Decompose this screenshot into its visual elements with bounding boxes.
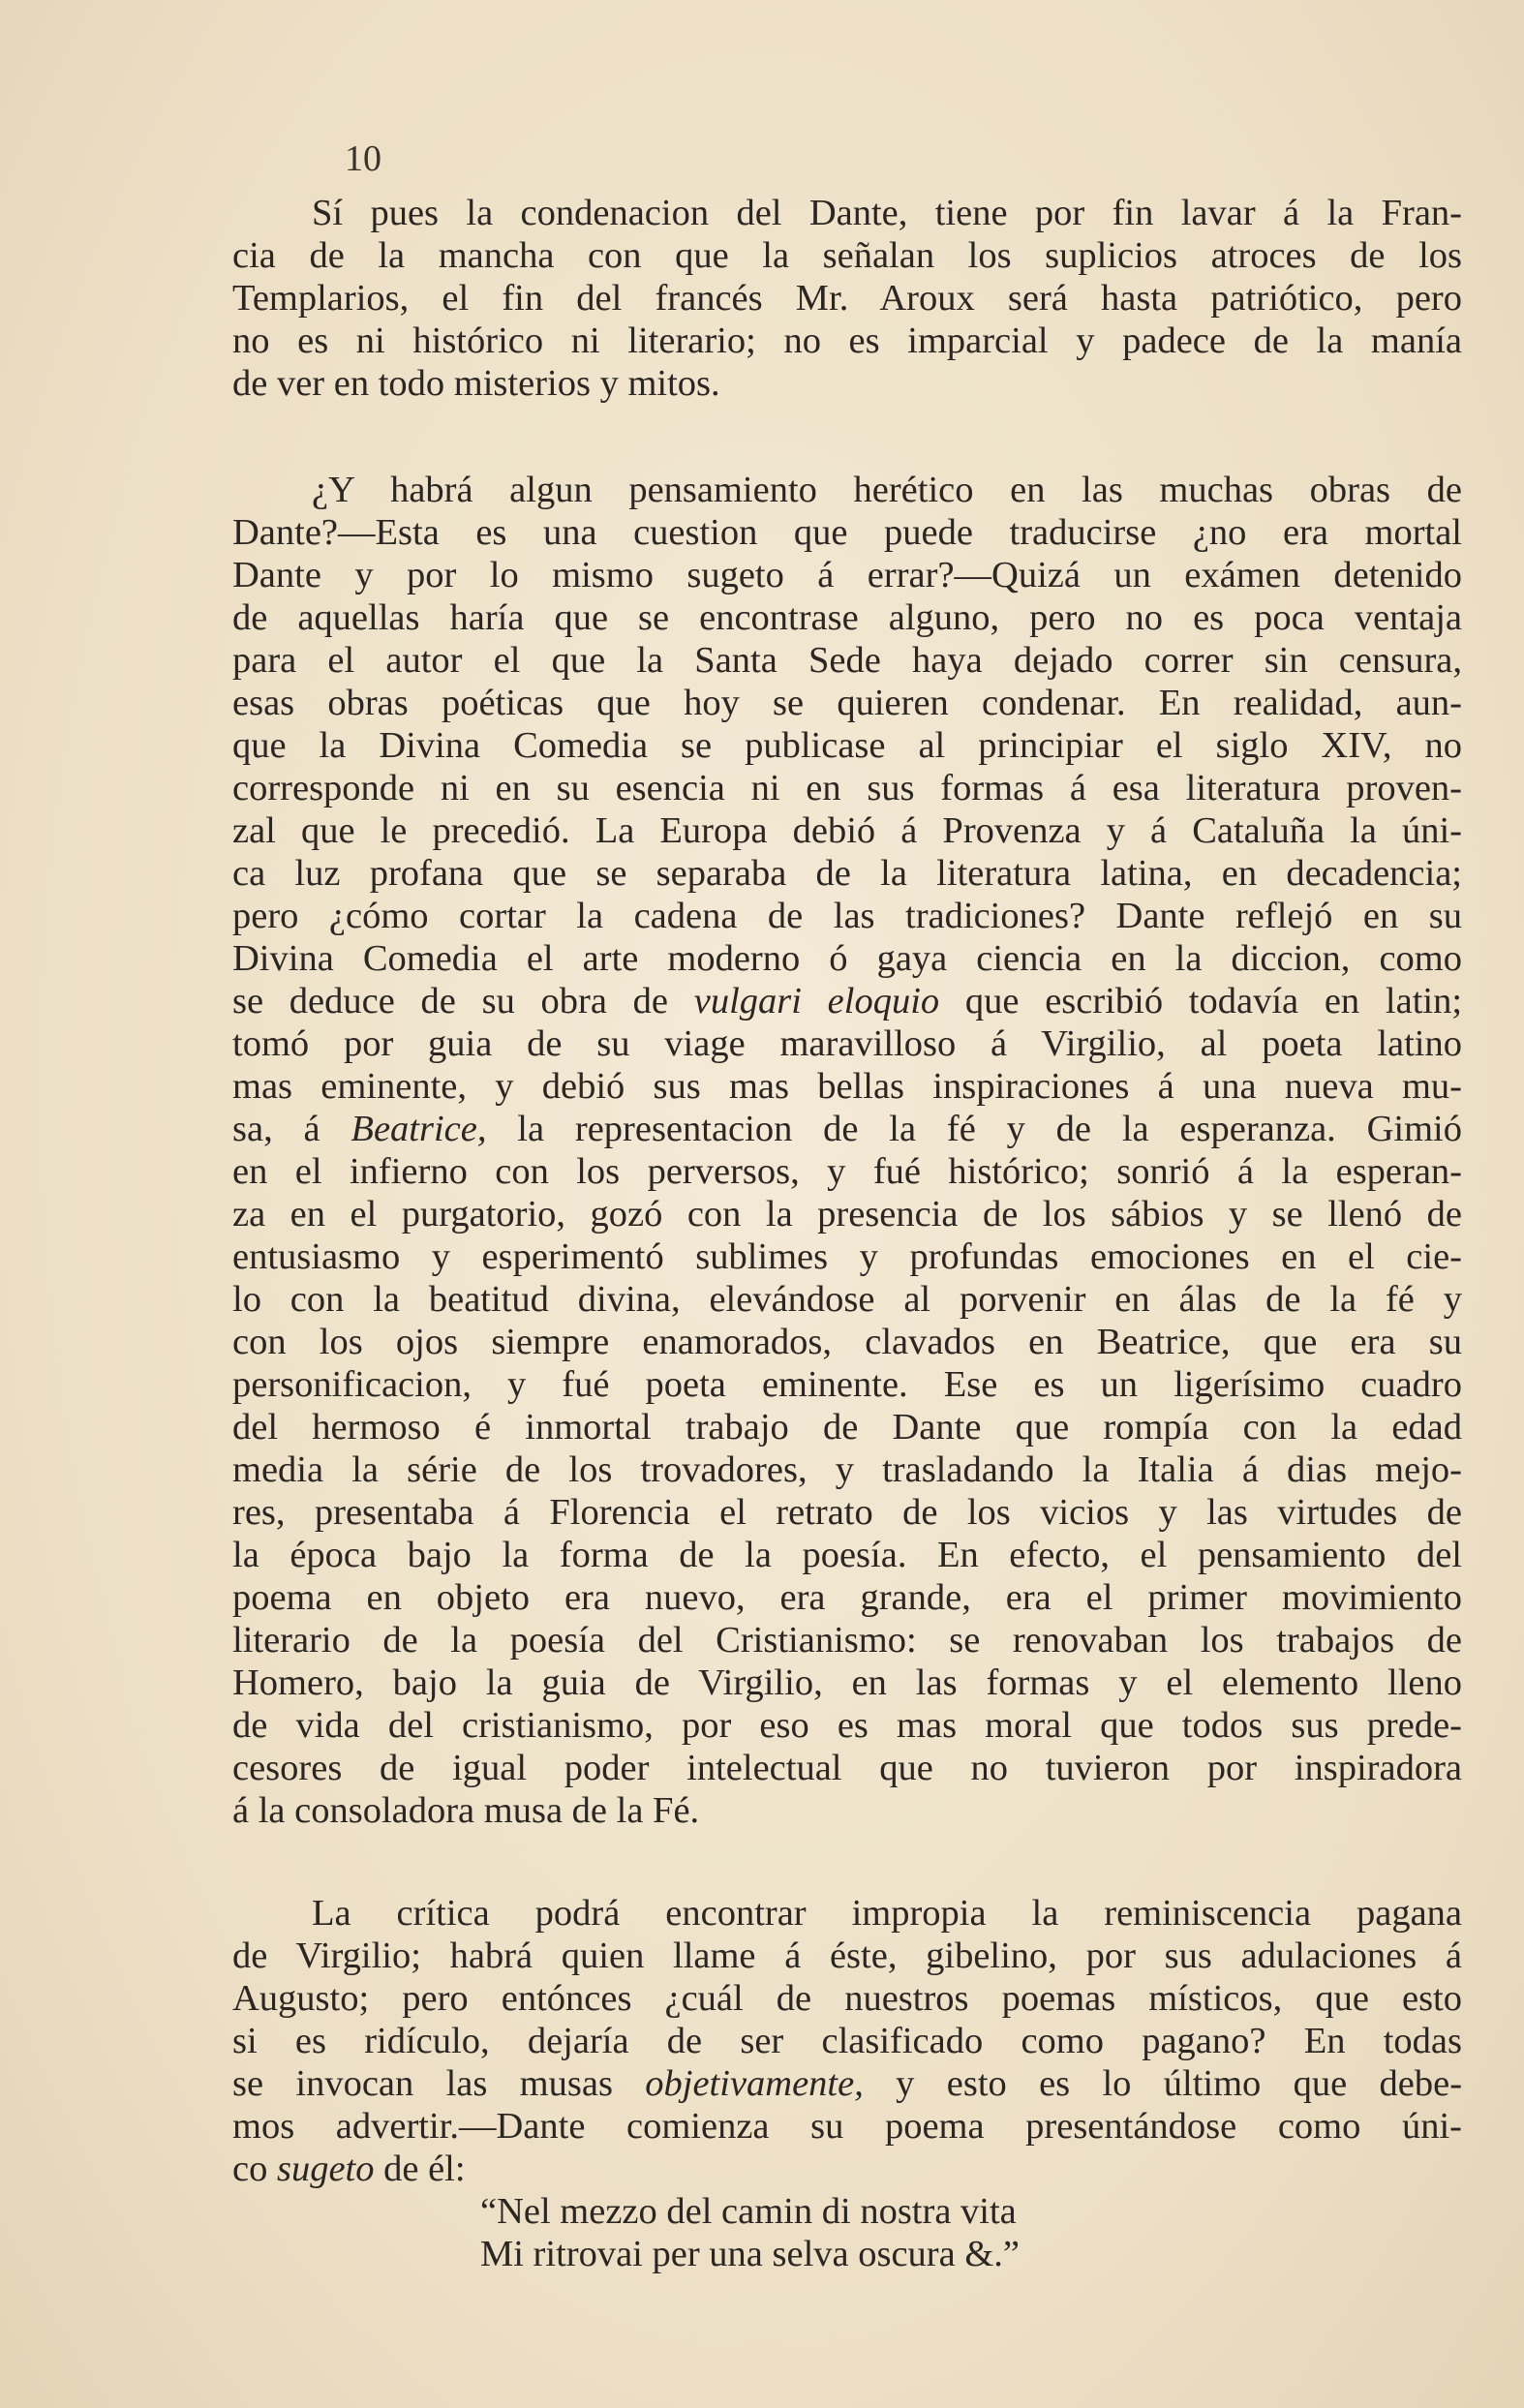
text-segment: se invocan las musas (232, 2063, 613, 2104)
text-segment: que escribió todavía en latin; (964, 981, 1463, 1021)
text-line (232, 2148, 1462, 2190)
paragraph-gap (232, 1832, 1462, 1892)
text-line: cia de la mancha con que la señalan los suplicios atroces de los (232, 235, 1462, 276)
text-line: no es ni histórico ni literario; no es imparcial y padece de la manía (232, 320, 1462, 361)
verse-line: Mi ritrovai per una selva oscura &.” (480, 2234, 1020, 2274)
text-line: con los ojos siempre enamorados, clavados en Beatrice, que era su (232, 1322, 1462, 1362)
text-line: en el infierno con los perversos, y fué histórico; sonrió á la esperan- (232, 1151, 1462, 1192)
page-number: 10 (345, 138, 381, 179)
text-line: Dante?—Esta es una cuestion que puede traducirse ¿no era mortal (232, 512, 1462, 553)
text-body (232, 192, 1462, 2275)
text-line: res, presentaba á Florencia el retrato de los vicios y las virtudes de (232, 1492, 1462, 1533)
text-line (232, 2062, 1462, 2105)
paragraph-1 (232, 192, 1462, 405)
text-line: ¿Y habrá algun pensamiento herético en las muchas obras de (312, 470, 1462, 510)
text-line: mas eminente, y debió sus mas bellas inspiraciones á una nueva mu- (232, 1066, 1462, 1107)
paragraph-2 (232, 469, 1462, 1832)
text-line: entusiasmo y esperimentó sublimes y profundas emociones en el cie- (232, 1236, 1462, 1277)
text-line: Divina Comedia el arte moderno ó gaya ciencia en la diccion, como (232, 938, 1462, 979)
text-line: La crítica podrá encontrar impropia la reminiscencia pagana (312, 1893, 1462, 1934)
text-line: Dante y por lo mismo sugeto á errar?—Quizá un exámen detenido (232, 555, 1462, 595)
text-line: de vida del cristianismo, por eso es mas moral que todos sus prede- (232, 1705, 1462, 1746)
text-line: pero ¿cómo cortar la cadena de las tradiciones? Dante reflejó en su (232, 896, 1462, 936)
text-segment: sa, á (232, 1109, 320, 1149)
paragraph-gap (232, 405, 1462, 469)
text-line: corresponde ni en su esencia ni en sus formas á esa literatura proven- (232, 768, 1462, 808)
text-line: para el autor el que la Santa Sede haya dejado correr sin censura, (232, 640, 1462, 681)
text-line (232, 1108, 1462, 1150)
verse-quote (232, 2190, 1462, 2275)
text-line: si es ridículo, dejaría de ser clasificado como pagano? En todas (232, 2021, 1462, 2061)
italic-word: sugeto (276, 2149, 375, 2189)
italic-word: objetivamente, (645, 2063, 864, 2104)
text-line: de ver en todo misterios y mitos. (232, 363, 720, 404)
text-line: Templarios, el fin del francés Mr. Aroux será hasta patriótico, pero (232, 278, 1462, 319)
text-line: lo con la beatitud divina, elevándose al porvenir en álas de la fé y (232, 1279, 1462, 1320)
text-line: personificacion, y fué poeta eminente. Ese es un ligerísimo cuadro (232, 1364, 1462, 1405)
text-line: cesores de igual poder intelectual que no tuvieron por inspiradora (232, 1748, 1462, 1788)
text-line: á la consoladora musa de la Fé. (232, 1790, 700, 1831)
text-line: zal que le precedió. La Europa debió á Provenza y á Cataluña la úni- (232, 810, 1462, 851)
text-segment: de él: (383, 2149, 466, 2189)
text-line: literario de la poesía del Cristianismo: se renovaban los trabajos de (232, 1620, 1462, 1661)
text-line (232, 980, 1462, 1022)
text-line: poema en objeto era nuevo, era grande, era el primer movimiento (232, 1577, 1462, 1618)
italic-name: Beatrice, (351, 1109, 487, 1149)
text-segment: se deduce de su obra de (232, 981, 669, 1021)
text-line: Augusto; pero entónces ¿cuál de nuestros poemas místicos, que esto (232, 1978, 1462, 2019)
text-line: tomó por guia de su viage maravilloso á Virgilio, al poeta latino (232, 1023, 1462, 1064)
text-line: mos advertir.—Dante comienza su poema presentándose como úni- (232, 2106, 1462, 2147)
text-line: Homero, bajo la guia de Virgilio, en las formas y el elemento lleno (232, 1662, 1462, 1703)
text-line: de aquellas haría que se encontrase alguno, pero no es poca ventaja (232, 597, 1462, 638)
text-line: que la Divina Comedia se publicase al principiar el siglo XIV, no (232, 725, 1462, 766)
verse-line: “Nel mezzo del camin di nostra vita (480, 2191, 1017, 2232)
text-line: Sí pues la condenacion del Dante, tiene por fin lavar á la Fran- (312, 193, 1462, 233)
text-segment: y esto es lo último que debe- (896, 2063, 1463, 2104)
text-line: media la série de los trovadores, y trasladando la Italia á dias mejo- (232, 1449, 1462, 1490)
text-line: za en el purgatorio, gozó con la presencia de los sábios y se llenó de (232, 1194, 1462, 1234)
paragraph-3 (232, 1892, 1462, 2190)
text-line: de Virgilio; habrá quien llame á éste, gibelino, por sus adulaciones á (232, 1936, 1462, 1976)
text-segment: la representacion de la fé y de la esperanza. Gimió (517, 1109, 1462, 1149)
text-line: del hermoso é inmortal trabajo de Dante que rompía con la edad (232, 1407, 1462, 1448)
text-line: ca luz profana que se separaba de la literatura latina, en decadencia; (232, 853, 1462, 894)
text-segment: co (232, 2149, 268, 2189)
text-line: la época bajo la forma de la poesía. En efecto, el pensamiento del (232, 1535, 1462, 1575)
text-line: esas obras poéticas que hoy se quieren condenar. En realidad, aun- (232, 683, 1462, 723)
italic-title: vulgari eloquio (693, 981, 940, 1021)
